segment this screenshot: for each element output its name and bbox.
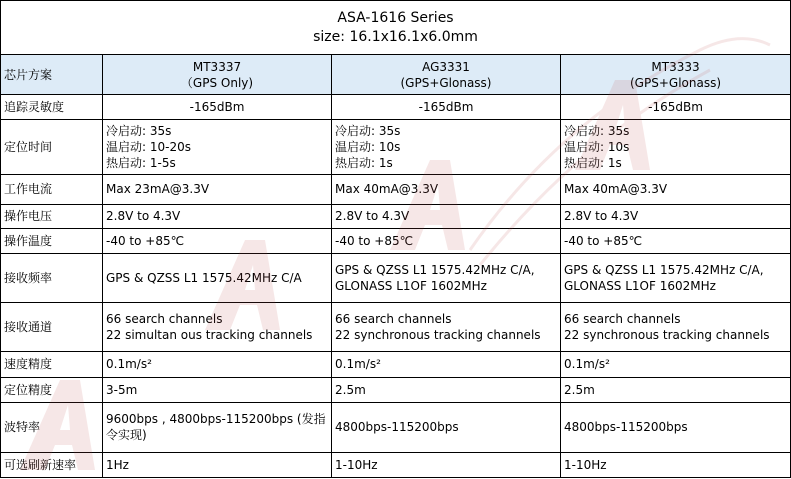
row-label: 可选刷新速率	[1, 452, 103, 477]
spec-cell	[332, 229, 561, 254]
title-row	[1, 1, 791, 55]
spec-cell	[103, 120, 332, 174]
cell-line: 4800bps-115200bps	[335, 420, 459, 435]
spec-cell	[103, 352, 332, 377]
spec-cell	[103, 377, 332, 402]
cell-line: 热启动: 1s	[564, 155, 622, 170]
spec-cell	[561, 452, 791, 477]
cell-line: 4800bps-115200bps	[564, 420, 688, 435]
spec-cell	[103, 95, 332, 120]
cell-line: GLONASS L1OF 1602MHz	[335, 279, 487, 294]
cell-line: Max 23mA@3.3V	[106, 182, 210, 197]
cell-line: 2.8V to 4.3V	[335, 209, 410, 224]
row-label: 定位时间	[1, 120, 103, 174]
spec-cell	[332, 120, 561, 174]
cell-line: 22 synchronous tracking channels	[564, 328, 770, 343]
header-row	[1, 55, 791, 95]
spec-row-current	[1, 174, 791, 204]
row-label: 接收通道	[1, 303, 103, 352]
spec-cell	[332, 254, 561, 303]
cell-line: 2.8V to 4.3V	[564, 209, 639, 224]
cell-line: -165dBm	[648, 100, 703, 115]
product-size: size: 16.1x16.1x6.0mm	[313, 28, 478, 45]
header-label: 芯片方案	[1, 55, 103, 95]
cell-line: 2.5m	[564, 382, 595, 397]
spec-cell	[561, 229, 791, 254]
spec-cell	[561, 303, 791, 352]
product-title: ASA-1616 Series	[337, 9, 454, 26]
row-label: 工作电流	[1, 174, 103, 204]
cell-line: 1-10Hz	[335, 457, 378, 472]
spec-row-baud-rate	[1, 402, 791, 452]
spec-cell	[332, 95, 561, 120]
chip-header-ag3331	[332, 55, 561, 95]
cell-line: 1Hz	[106, 457, 129, 472]
cell-line: 冷启动: 35s	[335, 123, 401, 138]
spec-row-temperature	[1, 229, 791, 254]
spec-cell	[561, 254, 791, 303]
chip-desc: (GPS+Glonass)	[630, 75, 722, 90]
spec-row-position-accuracy	[1, 377, 791, 402]
spec-cell	[561, 402, 791, 452]
spec-cell	[103, 452, 332, 477]
chip-name: MT3337	[192, 59, 242, 74]
row-label: 速度精度	[1, 352, 103, 377]
cell-line: 1-10Hz	[564, 457, 607, 472]
spec-row-ttff	[1, 120, 791, 174]
spec-cell	[103, 303, 332, 352]
spec-cell	[332, 303, 561, 352]
cell-line: 0.1m/s²	[335, 357, 381, 372]
cell-line: Max 40mA@3.3V	[564, 182, 668, 197]
cell-line: Max 40mA@3.3V	[335, 182, 439, 197]
cell-line: -40 to +85℃	[106, 234, 185, 249]
chip-name: AG3331	[422, 59, 470, 74]
cell-line: -40 to +85℃	[564, 234, 643, 249]
spec-cell	[561, 95, 791, 120]
spec-cell	[561, 352, 791, 377]
chip-name: MT3333	[651, 59, 700, 74]
cell-line: -165dBm	[418, 100, 474, 115]
cell-line: 0.1m/s²	[106, 357, 152, 372]
cell-line: GLONASS L1OF 1602MHz	[564, 279, 716, 294]
row-label: 波特率	[1, 402, 103, 452]
spec-cell	[332, 452, 561, 477]
spec-row-velocity-accuracy	[1, 352, 791, 377]
row-label: 追踪灵敏度	[1, 95, 103, 120]
spec-cell	[561, 174, 791, 204]
cell-line: 9600bps , 4800bps-115200bps (发指令实现)	[106, 412, 326, 443]
spec-cell	[561, 120, 791, 174]
cell-line: 2.8V to 4.3V	[106, 209, 181, 224]
cell-line: 温启动: 10s	[564, 139, 630, 154]
cell-line: 热启动: 1-5s	[106, 155, 176, 170]
chip-desc: （GPS Only)	[180, 75, 254, 90]
row-label: 操作温度	[1, 229, 103, 254]
cell-line: 冷启动: 35s	[564, 123, 630, 138]
chip-header-mt3333	[561, 55, 791, 95]
spec-cell	[103, 402, 332, 452]
cell-line: 热启动: 1s	[335, 155, 393, 170]
spec-cell	[332, 402, 561, 452]
cell-line: 0.1m/s²	[564, 357, 610, 372]
cell-line: GPS & QZSS L1 1575.42MHz C/A,	[335, 263, 535, 278]
spec-cell	[332, 174, 561, 204]
cell-line: GPS & QZSS L1 1575.42MHz C/A	[106, 271, 302, 286]
cell-line: 66 search channels	[335, 312, 452, 327]
cell-line: 22 synchronous tracking channels	[335, 328, 541, 343]
chip-header-mt3337	[103, 55, 332, 95]
cell-line: 2.5m	[335, 382, 366, 397]
row-label: 接收频率	[1, 254, 103, 303]
spec-cell	[332, 204, 561, 228]
cell-line: 温启动: 10-20s	[106, 139, 191, 154]
spec-row-update-rate	[1, 452, 791, 477]
spec-row-channels	[1, 303, 791, 352]
cell-line: 温启动: 10s	[335, 139, 401, 154]
spec-cell	[103, 254, 332, 303]
spec-cell	[561, 377, 791, 402]
cell-line: 66 search channels	[106, 312, 223, 327]
cell-line: -165dBm	[189, 100, 245, 115]
row-label: 定位精度	[1, 377, 103, 402]
cell-line: 冷启动: 35s	[106, 123, 172, 138]
spec-row-sensitivity	[1, 95, 791, 120]
chip-desc: (GPS+Glonass)	[400, 75, 492, 90]
cell-line: GPS & QZSS L1 1575.42MHz C/A,	[564, 263, 764, 278]
title-cell	[1, 1, 791, 55]
spec-cell	[103, 229, 332, 254]
spec-cell	[561, 204, 791, 228]
cell-line: 66 search channels	[564, 312, 681, 327]
row-label: 操作电压	[1, 204, 103, 228]
spec-cell	[332, 352, 561, 377]
spec-cell	[332, 377, 561, 402]
cell-line: 3-5m	[106, 382, 138, 397]
cell-line: -40 to +85℃	[335, 234, 414, 249]
spec-cell	[103, 174, 332, 204]
cell-line: 22 simultan ous tracking channels	[106, 328, 313, 343]
spec-cell	[103, 204, 332, 228]
spec-row-frequency	[1, 254, 791, 303]
spec-row-voltage	[1, 204, 791, 228]
